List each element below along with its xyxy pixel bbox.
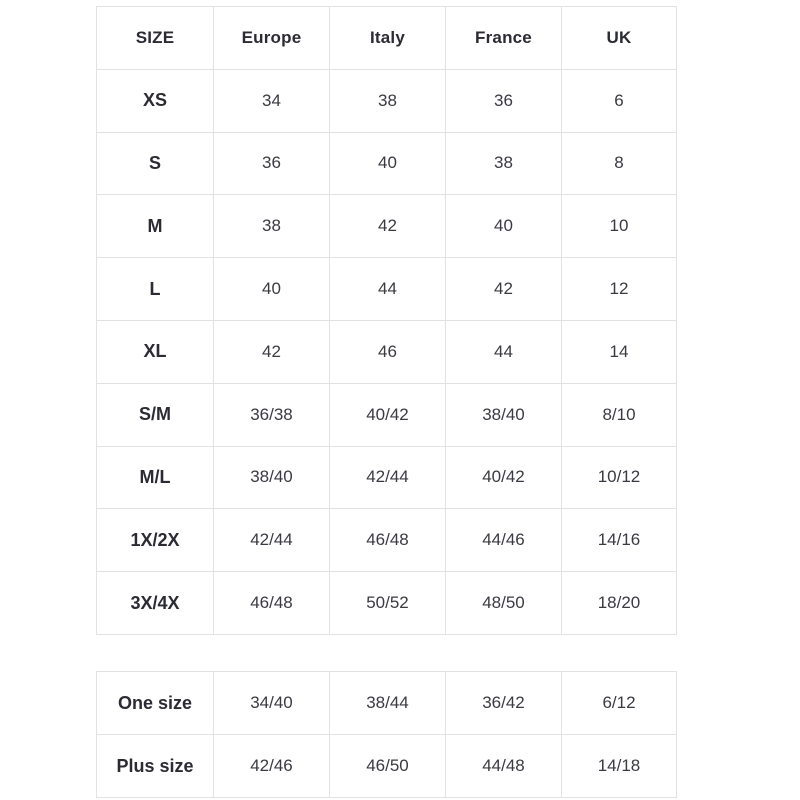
cell-france: 42 <box>446 258 562 321</box>
cell-europe: 34 <box>214 69 330 132</box>
table-row <box>97 195 677 258</box>
cell-italy: 42 <box>330 195 446 258</box>
row-label: 3X/4X <box>97 572 214 635</box>
cell-europe: 42/44 <box>214 509 330 572</box>
cell-italy: 38 <box>330 69 446 132</box>
column-header-europe: Europe <box>214 7 330 70</box>
column-header-france: France <box>446 7 562 70</box>
cell-uk: 8 <box>562 132 677 195</box>
cell-france: 48/50 <box>446 572 562 635</box>
cell-uk: 6 <box>562 69 677 132</box>
cell-uk: 6/12 <box>562 672 677 735</box>
cell-uk: 10/12 <box>562 446 677 509</box>
table-row <box>97 735 677 798</box>
cell-italy: 46 <box>330 320 446 383</box>
table-row <box>97 446 677 509</box>
table-header-row <box>97 7 677 70</box>
column-header-size: SIZE <box>97 7 214 70</box>
cell-europe: 34/40 <box>214 672 330 735</box>
row-label: Plus size <box>97 735 214 798</box>
cell-france: 44 <box>446 320 562 383</box>
cell-france: 38/40 <box>446 383 562 446</box>
cell-europe: 36 <box>214 132 330 195</box>
table-row <box>97 69 677 132</box>
cell-uk: 8/10 <box>562 383 677 446</box>
row-label: S/M <box>97 383 214 446</box>
cell-france: 40 <box>446 195 562 258</box>
column-header-uk: UK <box>562 7 677 70</box>
cell-france: 38 <box>446 132 562 195</box>
size-conversion-table <box>96 6 677 635</box>
cell-france: 36/42 <box>446 672 562 735</box>
cell-europe: 40 <box>214 258 330 321</box>
cell-italy: 44 <box>330 258 446 321</box>
cell-europe: 42/46 <box>214 735 330 798</box>
cell-italy: 46/48 <box>330 509 446 572</box>
row-label: L <box>97 258 214 321</box>
row-label: One size <box>97 672 214 735</box>
cell-europe: 38/40 <box>214 446 330 509</box>
cell-france: 36 <box>446 69 562 132</box>
cell-france: 44/48 <box>446 735 562 798</box>
table-row <box>97 320 677 383</box>
table-row <box>97 572 677 635</box>
cell-uk: 12 <box>562 258 677 321</box>
row-label: XL <box>97 320 214 383</box>
cell-italy: 46/50 <box>330 735 446 798</box>
cell-uk: 18/20 <box>562 572 677 635</box>
row-label: M/L <box>97 446 214 509</box>
table-row <box>97 383 677 446</box>
cell-france: 44/46 <box>446 509 562 572</box>
cell-europe: 38 <box>214 195 330 258</box>
cell-uk: 14/16 <box>562 509 677 572</box>
cell-europe: 42 <box>214 320 330 383</box>
cell-france: 40/42 <box>446 446 562 509</box>
table-row <box>97 132 677 195</box>
cell-italy: 40 <box>330 132 446 195</box>
table-row <box>97 509 677 572</box>
cell-italy: 50/52 <box>330 572 446 635</box>
row-label: S <box>97 132 214 195</box>
one-size-plus-size-table <box>96 671 677 798</box>
row-label: M <box>97 195 214 258</box>
row-label: XS <box>97 69 214 132</box>
column-header-italy: Italy <box>330 7 446 70</box>
cell-europe: 36/38 <box>214 383 330 446</box>
cell-uk: 10 <box>562 195 677 258</box>
cell-uk: 14 <box>562 320 677 383</box>
cell-italy: 40/42 <box>330 383 446 446</box>
cell-uk: 14/18 <box>562 735 677 798</box>
cell-europe: 46/48 <box>214 572 330 635</box>
row-label: 1X/2X <box>97 509 214 572</box>
cell-italy: 38/44 <box>330 672 446 735</box>
table-row <box>97 258 677 321</box>
table-row <box>97 672 677 735</box>
cell-italy: 42/44 <box>330 446 446 509</box>
